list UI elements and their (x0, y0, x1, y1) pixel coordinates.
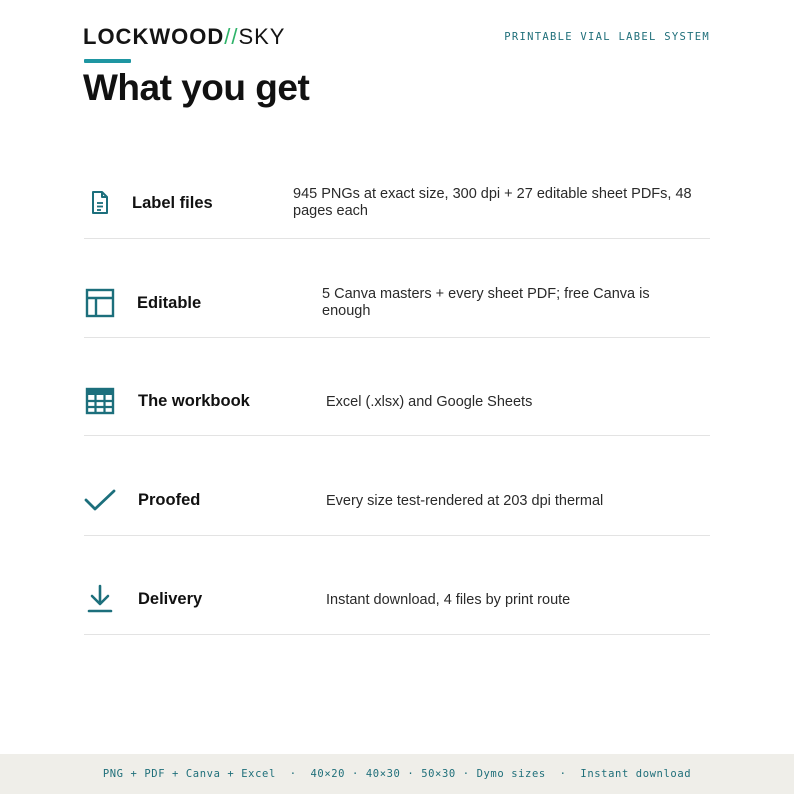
feature-row-label-files (84, 167, 710, 239)
feature-label: Label files (132, 194, 213, 212)
feature-row-proofed (84, 466, 710, 536)
checkmark-icon (84, 484, 116, 516)
brand-name-left: LOCKWOOD (83, 24, 225, 49)
feature-description: Every size test-rendered at 203 dpi thermal (326, 493, 604, 509)
feature-description: Excel (.xlsx) and Google Sheets (326, 394, 533, 410)
feature-description: Instant download, 4 files by print route (326, 592, 571, 608)
table-icon (84, 385, 116, 417)
footer-bar (0, 754, 794, 794)
feature-label: Editable (137, 294, 202, 312)
footer-text: PNG + PDF + Canva + Excel · 40×20 · 40×30 · 50×30 · Dymo sizes · Instant download (102, 768, 692, 780)
tagline: PRINTABLE VIAL LABEL SYSTEM (504, 31, 710, 43)
page-title: What you get (83, 67, 310, 108)
feature-description: 945 PNGs at exact size, 300 dpi + 27 editable sheet PDFs, 48 pages each (293, 186, 692, 219)
feature-label: Delivery (138, 590, 203, 608)
brand-logo (83, 24, 285, 50)
layout-icon (84, 287, 116, 319)
title-accent-bar (84, 59, 131, 63)
download-icon (84, 583, 116, 615)
feature-label: Proofed (138, 491, 201, 509)
feature-row-workbook (84, 367, 710, 436)
feature-label: The workbook (138, 392, 250, 410)
feature-description: 5 Canva masters + every sheet PDF; free Canva is enough (322, 286, 650, 319)
brand-separator: // (224, 24, 239, 49)
feature-row-delivery (84, 566, 710, 635)
brand-name-right: SKY (238, 24, 286, 49)
feature-row-editable (84, 267, 710, 338)
document-icon (84, 187, 116, 219)
